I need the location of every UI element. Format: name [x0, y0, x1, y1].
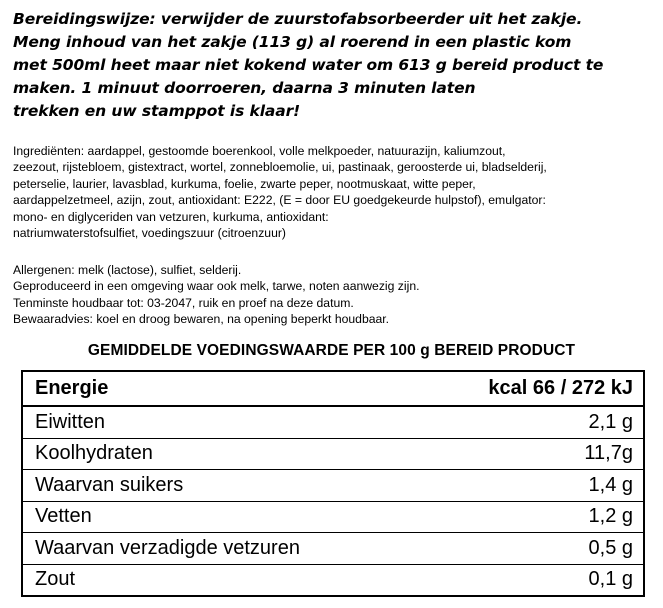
preparation-line: trekken en uw stamppot is klaar!: [13, 102, 301, 120]
table-row: [22, 501, 644, 533]
ingredients-line: Ingrediënten: aardappel, gestoomde boerenkool, volle melkpoeder, natuurazijn, kaliumzout,: [13, 144, 506, 158]
nutrient-label: Eiwitten: [22, 406, 415, 438]
table-row: [22, 406, 644, 438]
table-row: [22, 371, 644, 406]
preparation-instructions: [13, 8, 653, 123]
ingredients-block: [13, 143, 658, 241]
preparation-line: met 500ml heet maar niet kokend water om 613 g bereid product te: [13, 56, 604, 74]
nutrient-value: kcal 66 / 272 kJ: [488, 377, 633, 399]
table-row: [22, 533, 644, 565]
best-before-line: Tenminste houdbaar tot: 03-2047, ruik en proef na deze datum.: [13, 295, 354, 310]
production-line: Geproduceerd in een omgeving waar ook melk, tarwe, noten aanwezig zijn.: [13, 279, 420, 294]
nutrient-value: 1,2 g: [415, 501, 644, 533]
nutrient-label: Waarvan suikers: [22, 470, 415, 502]
nutrient-value: 1,4 g: [415, 470, 644, 502]
nutrient-value: 0,1 g: [415, 564, 644, 596]
table-row: [22, 470, 644, 502]
preparation-line: Bereidingswijze: verwijder de zuurstofabsorbeerder uit het zakje.: [13, 10, 583, 28]
nutrient-label: Vetten: [22, 501, 415, 533]
nutrient-label: Energie: [35, 377, 109, 399]
ingredients-line: mono- en diglyceriden van vetzuren, kurkuma, antioxidant:: [13, 209, 329, 224]
ingredients-line: natriumwaterstofsulfiet, voedingszuur (citroenzuur): [13, 226, 286, 241]
nutrition-table: [21, 370, 645, 597]
table-row: [22, 564, 644, 596]
preparation-line: maken. 1 minuut doorroeren, daarna 3 minuten laten: [13, 79, 476, 97]
allergens-line: Allergenen: melk (lactose), sulfiet, selderij.: [13, 263, 242, 277]
table-row: [22, 438, 644, 470]
nutrient-value: 2,1 g: [415, 406, 644, 438]
nutrition-title: GEMIDDELDE VOEDINGSWAARDE PER 100 g BEREID PRODUCT: [87, 342, 576, 359]
nutrient-label: Waarvan verzadigde vetzuren: [22, 533, 415, 565]
ingredients-line: peterselie, laurier, lavasblad, kurkuma, foelie, zwarte peper, nootmuskaat, witte peper,: [13, 176, 476, 191]
nutrient-label: Zout: [22, 564, 415, 596]
nutrient-value: 11,7g: [415, 438, 644, 470]
preparation-line: Meng inhoud van het zakje (113 g) al roerend in een plastic kom: [13, 33, 572, 51]
ingredients-line: zeezout, rijstebloem, gistextract, wortel, zonnebloemolie, ui, pastinaak, geroosterde ui, bladselderij,: [13, 160, 547, 175]
storage-advice-line: Bewaaradvies: koel en droog bewaren, na opening beperkt houdbaar.: [13, 312, 390, 327]
allergens-block: [13, 262, 658, 328]
ingredients-line: aardappelzetmeel, azijn, zout, antioxidant: E222, (E = door EU goedgekeurde hulpstof), emulgator:: [13, 193, 546, 208]
nutrient-value: 0,5 g: [415, 533, 644, 565]
nutrient-label: Koolhydraten: [22, 438, 415, 470]
